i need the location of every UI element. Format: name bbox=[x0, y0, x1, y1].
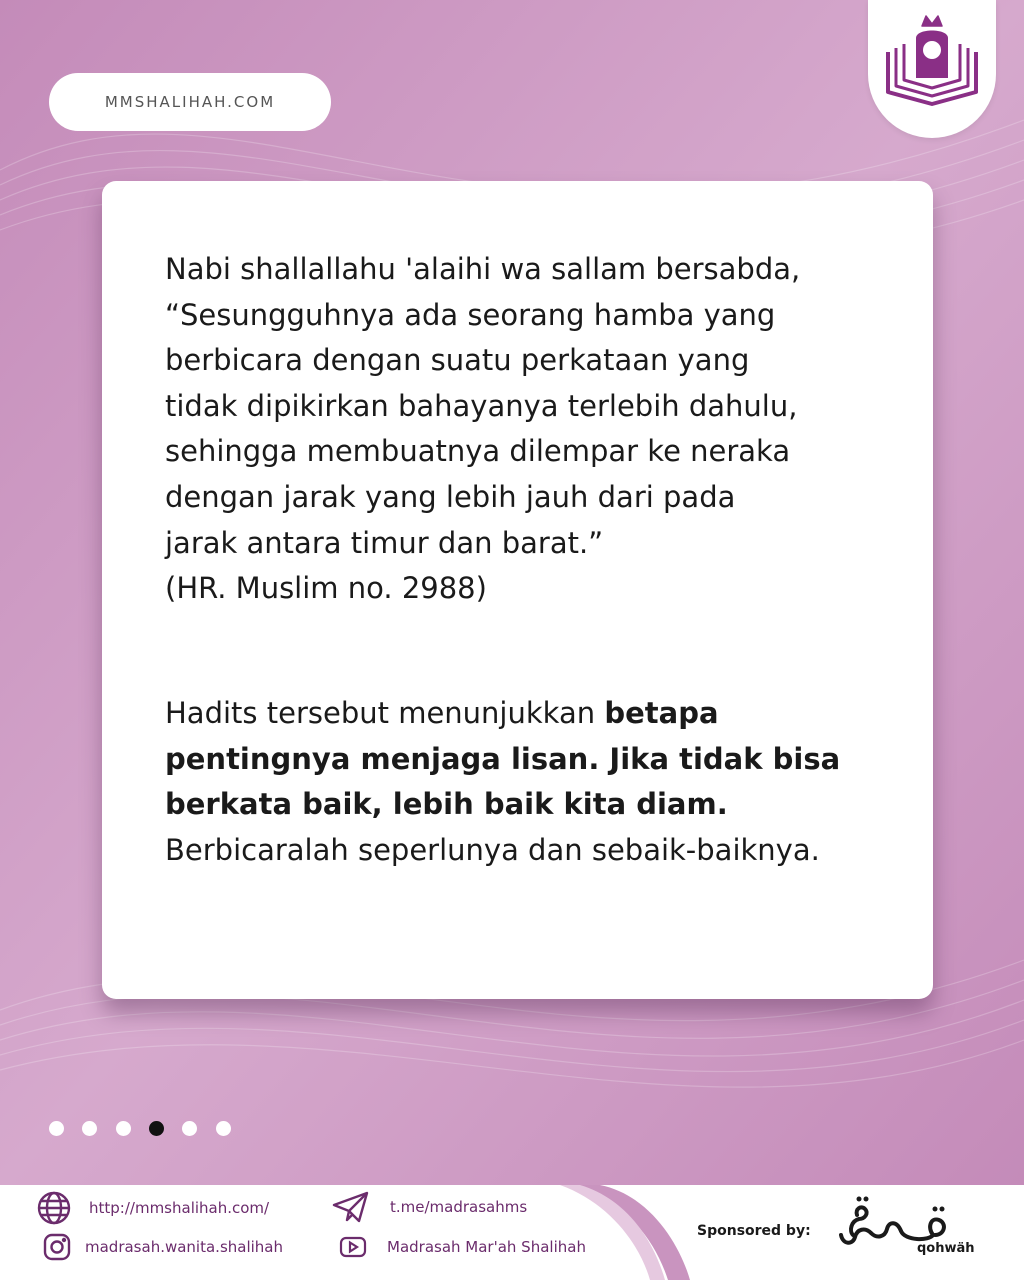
quote-line: sehingga membuatnya dilempar ke neraka bbox=[165, 434, 791, 469]
para-emphasis: berkata baik, lebih baik kita diam. bbox=[165, 787, 728, 822]
quote-line: tidak dipikirkan bahayanya terlebih dahulu, bbox=[165, 388, 798, 423]
quote-line: dengan jarak yang lebih jauh dari pada bbox=[165, 479, 736, 514]
page-dot-5[interactable] bbox=[182, 1121, 197, 1136]
quote-source: (HR. Muslim no. 2988) bbox=[165, 571, 487, 606]
website-pill[interactable] bbox=[49, 73, 331, 131]
footer-instagram-link[interactable] bbox=[43, 1233, 283, 1261]
footer-youtube-link[interactable] bbox=[339, 1233, 586, 1261]
para-text: Hadits tersebut menunjukkan bbox=[165, 696, 605, 730]
footer-youtube-text: Madrasah Mar'ah Shalihah bbox=[387, 1238, 586, 1256]
page-dot-6[interactable] bbox=[216, 1121, 231, 1136]
page-dot-3[interactable] bbox=[116, 1121, 131, 1136]
page-dot-2[interactable] bbox=[82, 1121, 97, 1136]
content-card bbox=[102, 181, 933, 999]
page-dot-4[interactable] bbox=[149, 1121, 164, 1136]
footer-website-text: http://mmshalihah.com/ bbox=[89, 1199, 270, 1217]
logo-badge bbox=[868, 0, 996, 138]
youtube-icon bbox=[339, 1233, 367, 1261]
globe-icon bbox=[37, 1191, 71, 1225]
para-line-4: Berbicaralah seperlunya dan sebaik-baiknya. bbox=[165, 832, 820, 867]
footer-bar bbox=[0, 1185, 1024, 1280]
hadith-quote bbox=[165, 247, 905, 612]
explanation-paragraph bbox=[165, 691, 905, 873]
instagram-icon bbox=[43, 1233, 71, 1261]
madrasah-logo-icon bbox=[878, 8, 986, 112]
footer-website-link[interactable] bbox=[37, 1191, 269, 1225]
telegram-icon bbox=[332, 1190, 370, 1224]
sponsor-label: Sponsored by: bbox=[697, 1223, 811, 1239]
para-line-3 bbox=[165, 782, 905, 828]
website-pill-label: MMSHALIHAH.COM bbox=[104, 93, 276, 111]
quote-line: jarak antara timur dan barat.” bbox=[165, 525, 604, 560]
quote-line: Nabi shallallahu 'alaihi wa sallam bersabda, bbox=[165, 252, 801, 286]
para-line-2 bbox=[165, 737, 905, 783]
quote-line: berbicara dengan suatu perkataan yang bbox=[165, 343, 750, 378]
footer-instagram-text: madrasah.wanita.shalihah bbox=[85, 1238, 283, 1256]
footer-telegram-text: t.me/madrasahms bbox=[390, 1198, 528, 1216]
sponsor-name: qohwäh bbox=[917, 1241, 975, 1256]
quote-line: “Sesungguhnya ada seorang hamba yang bbox=[165, 297, 776, 332]
page-dot-1[interactable] bbox=[49, 1121, 64, 1136]
footer-telegram-link[interactable] bbox=[332, 1190, 527, 1224]
para-line-1 bbox=[165, 691, 905, 737]
para-emphasis: betapa bbox=[604, 696, 719, 730]
para-emphasis: pentingnya menjaga lisan. Jika tidak bisa bbox=[165, 741, 841, 776]
